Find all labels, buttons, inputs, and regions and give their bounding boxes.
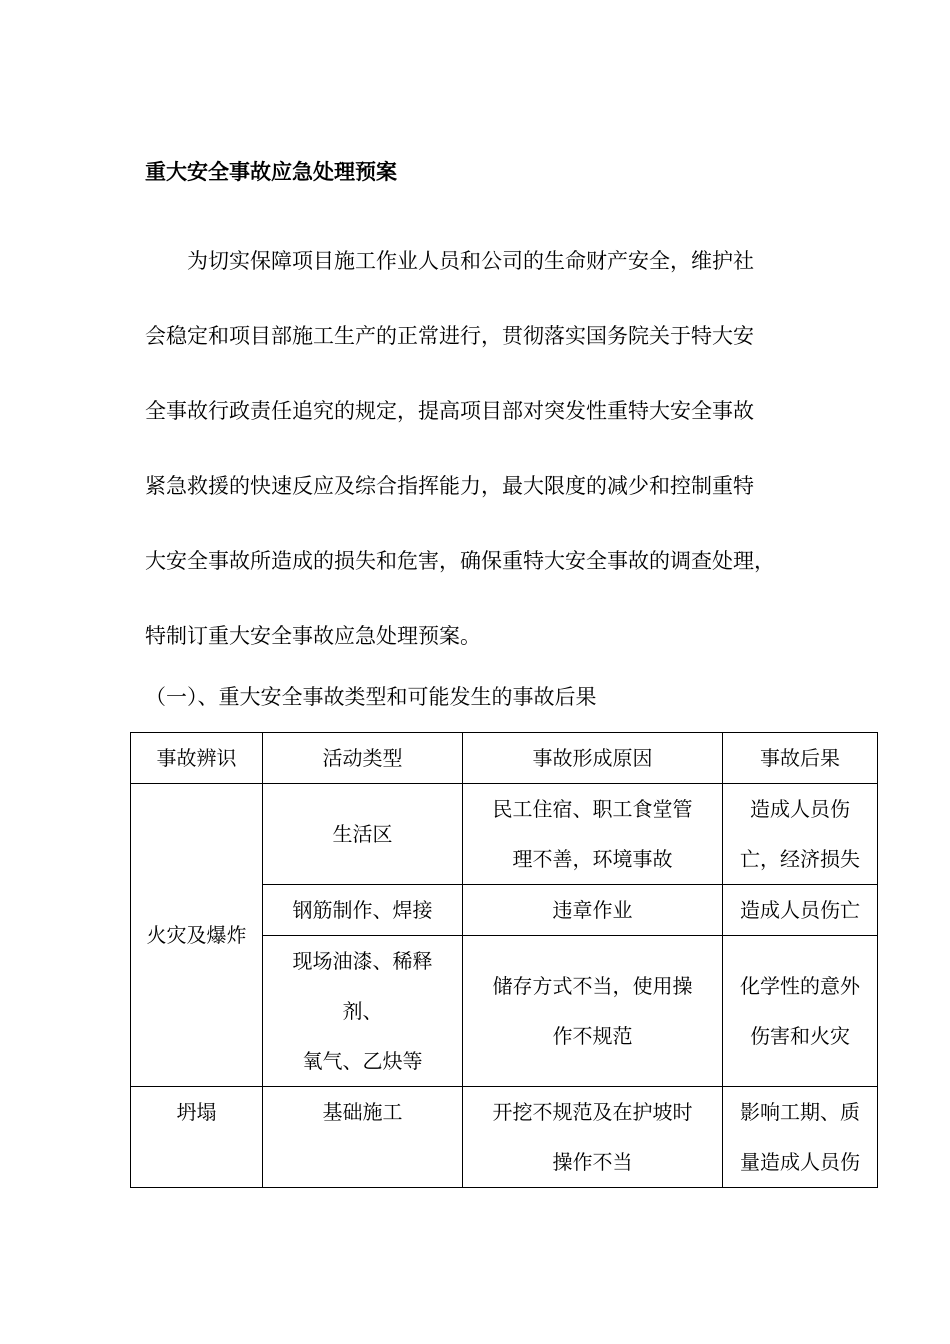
consequence-text: 化学性的意外 xyxy=(740,974,860,998)
cause-text: 开挖不规范及在护坡时 xyxy=(492,1100,693,1124)
cause-text: 理不善，环境事故 xyxy=(512,847,673,871)
activity-cell xyxy=(263,885,463,936)
intro-line: 为切实保障项目施工作业人员和公司的生命财产安全，维护社 xyxy=(187,249,754,273)
activity-text: 现场油漆、稀释 xyxy=(292,949,433,973)
cause-text: 作不规范 xyxy=(552,1024,633,1048)
consequence-text: 量造成人员伤 xyxy=(740,1150,860,1174)
header-activity-type: 活动类型 xyxy=(263,733,463,784)
cause-cell xyxy=(463,784,723,885)
cause-text: 储存方式不当，使用操 xyxy=(492,974,693,998)
section-heading: （一）、重大安全事故类型和可能发生的事故后果 xyxy=(145,685,597,709)
consequence-cell xyxy=(723,784,878,885)
activity-text: 氧气、乙炔等 xyxy=(302,1049,423,1073)
table-row xyxy=(131,784,878,885)
intro-line: 紧急救援的快速反应及综合指挥能力，最大限度的减少和控制重特 xyxy=(145,474,754,498)
consequence-cell xyxy=(723,885,878,936)
accident-type-table xyxy=(130,732,878,1188)
header-identification: 事故辨识 xyxy=(131,733,263,784)
consequence-text: 亡，经济损失 xyxy=(740,847,860,871)
cause-cell xyxy=(463,936,723,1087)
intro-line: 大安全事故所造成的损失和危害，确保重特大安全事故的调查处理， xyxy=(145,549,775,573)
activity-cell xyxy=(263,784,463,885)
consequence-cell xyxy=(723,936,878,1087)
intro-line: 全事故行政责任追究的规定，提高项目部对突发性重特大安全事故 xyxy=(145,399,754,423)
header-cause: 事故形成原因 xyxy=(463,733,723,784)
activity-text: 生活区 xyxy=(332,822,393,846)
consequence-text: 伤害和火灾 xyxy=(750,1024,850,1048)
consequence-cell xyxy=(723,1087,878,1188)
consequence-text: 影响工期、质 xyxy=(740,1100,860,1124)
cause-text: 民工住宿、职工食堂管 xyxy=(492,797,693,821)
activity-cell xyxy=(263,1087,463,1188)
activity-cell xyxy=(263,936,463,1087)
consequence-text: 造成人员伤亡 xyxy=(740,898,860,922)
table-header-row xyxy=(131,733,878,784)
activity-text: 剂、 xyxy=(342,999,383,1023)
cause-cell xyxy=(463,885,723,936)
collapse-identification-cell xyxy=(131,1087,263,1188)
header-consequence: 事故后果 xyxy=(723,733,878,784)
intro-line: 会稳定和项目部施工生产的正常进行，贯彻落实国务院关于特大安 xyxy=(145,324,754,348)
activity-text: 钢筋制作、焊接 xyxy=(292,898,433,922)
identification-text: 坍塌 xyxy=(176,1100,217,1124)
cause-text: 操作不当 xyxy=(552,1150,633,1174)
consequence-text: 造成人员伤 xyxy=(750,797,850,821)
table-row xyxy=(131,1087,878,1188)
activity-text: 基础施工 xyxy=(322,1100,403,1124)
cause-text: 违章作业 xyxy=(552,898,633,922)
intro-line: 特制订重大安全事故应急处理预案。 xyxy=(145,624,481,648)
fire-identification-cell: 火灾及爆炸 xyxy=(131,784,263,1087)
cause-cell xyxy=(463,1087,723,1188)
document-title: 重大安全事故应急处理预案 xyxy=(145,160,397,184)
